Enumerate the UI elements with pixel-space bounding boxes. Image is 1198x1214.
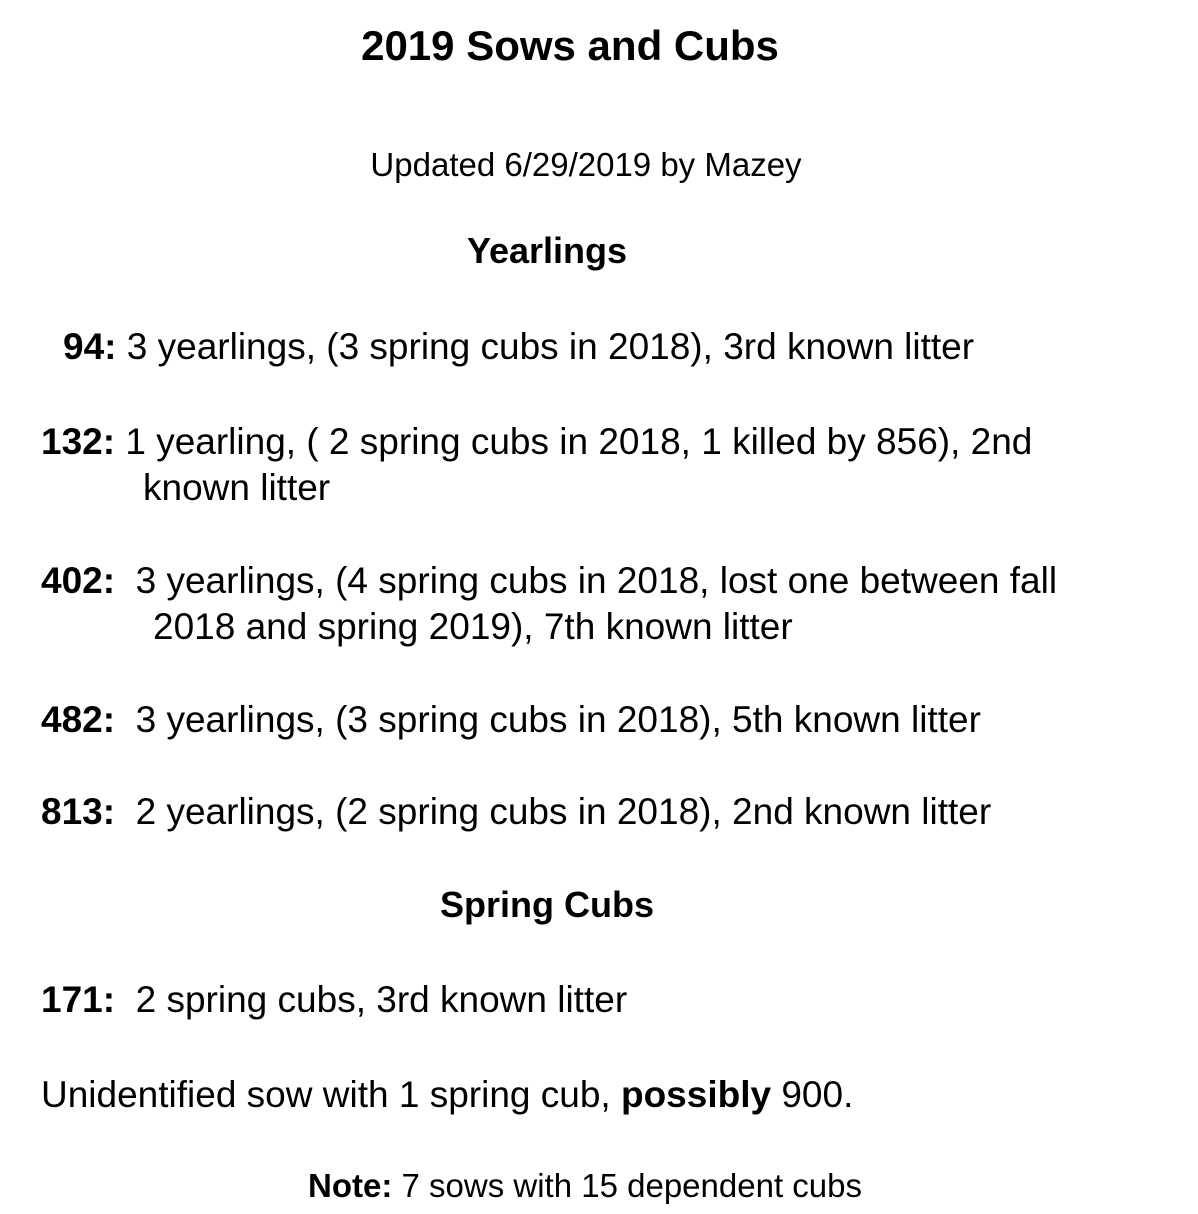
sow-id: 94: (63, 326, 117, 367)
sow-id: 402: (41, 560, 116, 601)
sow-entry-text: 3 yearlings, (3 spring cubs in 2018), 3rd known litter (116, 326, 975, 367)
sow-entry-text: 3 yearlings, (4 spring cubs in 2018, lost one between fall (115, 560, 1058, 601)
page-title: 2019 Sows and Cubs (361, 22, 779, 69)
sow-id: 813: (41, 791, 116, 832)
section-heading-spring-cubs: Spring Cubs (440, 884, 654, 925)
sow-id: 482: (41, 699, 116, 740)
unidentified-prefix: Unidentified sow with 1 spring cub, (41, 1074, 621, 1115)
summary-note (0, 1166, 1170, 1206)
unidentified-emphasis: possibly (620, 1074, 772, 1115)
sow-id: 132: (41, 421, 116, 462)
sow-entry-482 (41, 697, 981, 743)
sow-entry-402-continuation: 2018 and spring 2019), 7th known litter (153, 606, 793, 647)
updated-line: Updated 6/29/2019 by Mazey (370, 146, 802, 183)
sow-entry-94 (63, 324, 974, 370)
unidentified-sow-line (41, 1072, 853, 1118)
note-label: Note: (308, 1167, 393, 1204)
sow-entry-text: 1 yearling, ( 2 spring cubs in 2018, 1 killed by 856), 2nd (115, 421, 1033, 462)
sow-entry-813 (41, 789, 991, 835)
sow-id: 171: (41, 979, 116, 1020)
section-heading-yearlings: Yearlings (466, 230, 628, 271)
note-text: 7 sows with 15 dependent cubs (392, 1167, 862, 1204)
sow-entry-text: 3 yearlings, (3 spring cubs in 2018), 5th known litter (115, 699, 981, 740)
sow-entry-text: 2 spring cubs, 3rd known litter (115, 979, 628, 1020)
sow-entry-402 (41, 558, 1057, 604)
unidentified-suffix: 900. (771, 1074, 854, 1115)
sow-entry-132 (41, 419, 1032, 465)
sow-entry-text: 2 yearlings, (2 spring cubs in 2018), 2nd known litter (115, 791, 992, 832)
sow-entry-132-continuation: known litter (143, 467, 331, 508)
sow-entry-171 (41, 977, 627, 1023)
